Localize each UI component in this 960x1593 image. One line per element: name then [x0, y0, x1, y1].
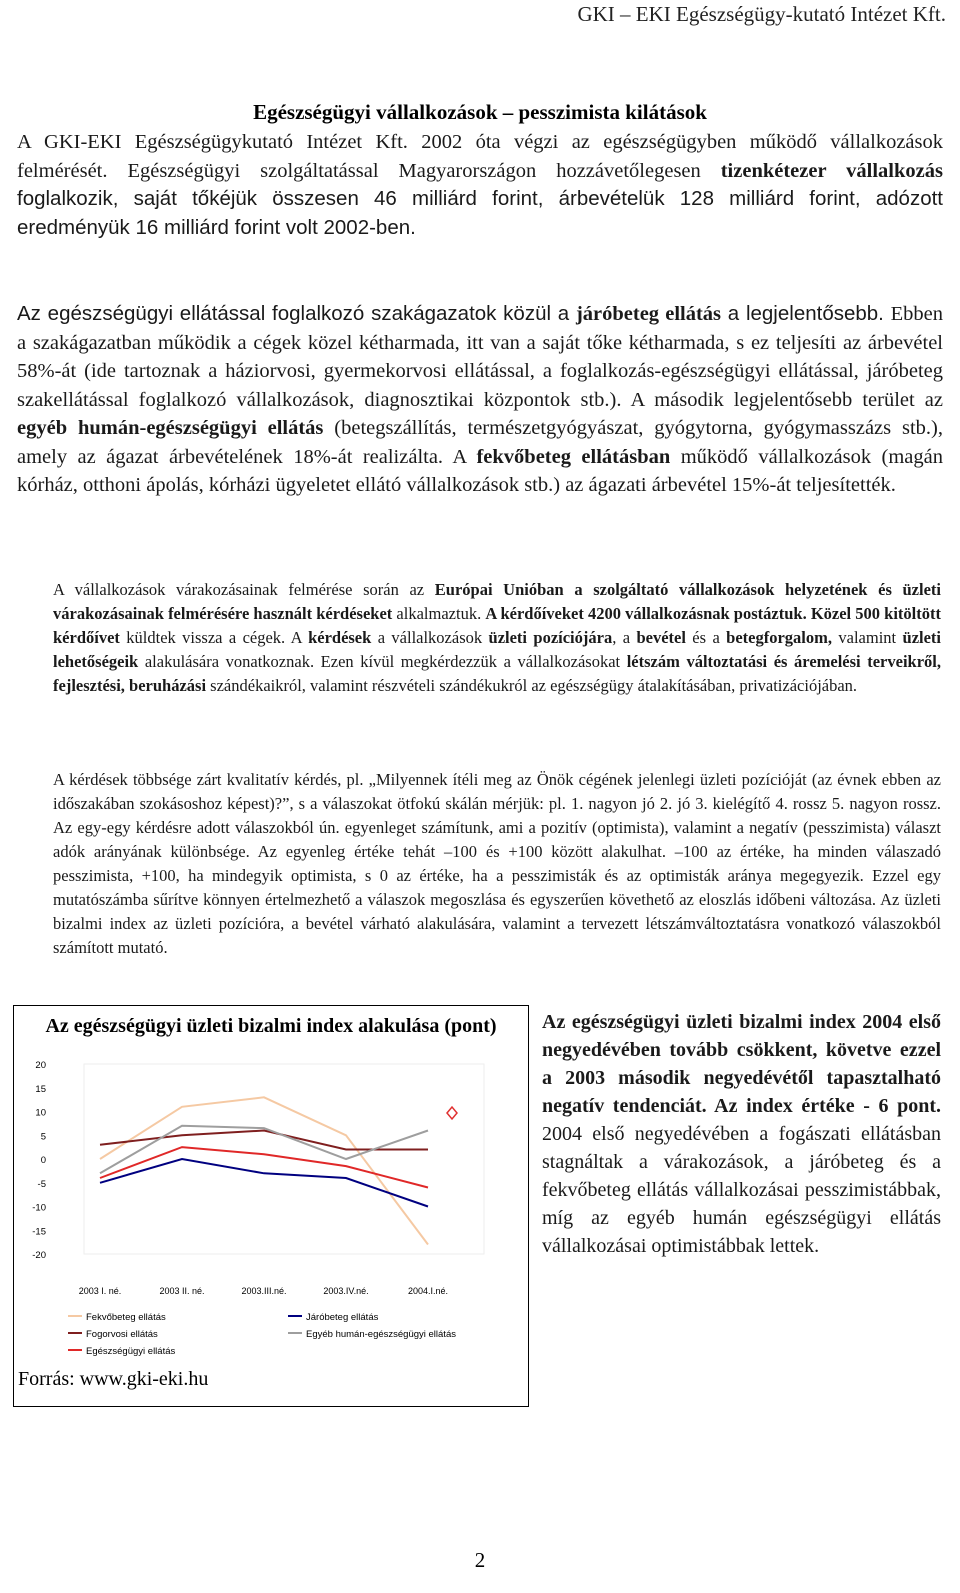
- p3-run-14: alakulására vonatkoznak. Ezen kívül megkérdezzük a vállalkozásokat: [138, 652, 627, 671]
- p2-run-4: egyéb humán-egészségügyi ellátás: [17, 417, 324, 439]
- legend-label: Egészségügyi ellátás: [86, 1346, 176, 1357]
- p3-run-10: és a: [685, 628, 727, 647]
- p2-run-6: fekvőbeteg ellátásban: [476, 445, 671, 468]
- p1-run-2: foglalkozik, saját tőkéjük összesen 46 milliárd forint, árbevételük 128 milliárd forint, adózott eredményük 16 milliárd forint volt 2002-ben.: [17, 187, 943, 239]
- intro-paragraph: [17, 128, 943, 242]
- y-tick-label: 15: [35, 1083, 46, 1095]
- x-tick-label: 2004.I.né.: [407, 1286, 449, 1296]
- y-tick-label: -10: [32, 1202, 46, 1214]
- sectors-paragraph: [17, 300, 943, 500]
- p2-run-2: a legjelentősebb.: [721, 302, 891, 325]
- legend-label: Fekvőbeteg ellátás: [86, 1312, 166, 1323]
- p3-run-13: üzleti lehetőségeik: [53, 628, 942, 671]
- p1-run-0: A GKI-EKI Egészségügykutató Intézet Kft. 2002 óta végzi az egészségügyben működő vállalkozások felmérését. Egészségügyi szolgáltatással Magyarországon hozzávetőlegesen: [17, 131, 943, 182]
- p3-run-12: valamint: [832, 628, 903, 647]
- p3-run-4: küldtek vissza a cégek. A: [119, 628, 309, 647]
- p3-run-3: A kérdőíveket 4200 vállalkozásnak postáztuk. Közel 500 kitöltött kérdőívet: [53, 604, 941, 647]
- y-tick-label: 0: [40, 1155, 46, 1166]
- p3-run-8: , a: [612, 628, 637, 647]
- x-tick-label: 2003.IV.né.: [323, 1286, 369, 1296]
- p3-run-5: kérdések: [308, 628, 372, 647]
- p1-run-1: tizenkétezer vállalkozás: [720, 159, 943, 182]
- p3-run-6: a vállalkozások: [371, 628, 489, 647]
- index-explanation-paragraph: A kérdések többsége zárt kvalitatív kérdés, pl. „Milyennek ítéli meg az Önök cégének jelenlegi üzleti pozícióját (az évnek ebben az időszakában szokásoshoz képest)?”, s a válaszokat ötfokú skálán mérjük: pl. 1. nagyon jó 2. jó 3. kielégítő 4. rossz 5. nagyon rossz. Az egy-egy kérdésre adott válaszokból ún. egyenleget számítunk, ami a pozitív (optimista), valamint a negatív (pesszimista) választ adók arányának különbsége. Az egyenleg értéke tehát –100 és +100 között alakulhat. –100 az értéke, ha minden válaszadó pesszimista, +100, ha mindegyik optimista, s 0 az értéke, ha a pesszimisták és az optimisták aránya megegyezik. Ezzel egy mutatószámba sűrítve könnyen értelmezhető a válaszok megoszlása és egyszerűen követhető az eloszlás időbeni változása. Az üzleti bizalmi index az üzleti pozícióra, a bevétel várható alakulására, valamint a tervezett létszámváltoztatásra vonatkozó válaszokból számított mutató.: [53, 770, 941, 957]
- p3-run-11: betegforgalom,: [726, 628, 832, 647]
- legend-label: Járóbeteg ellátás: [306, 1312, 379, 1323]
- running-header: GKI – EKI Egészségügy-kutató Intézet Kft.: [577, 2, 946, 26]
- p2-run-3: Ebben a szakágazatban működik a cégek közel kétharmada, itt van a saját tőke kétharmada, s ez teljesíti az árbevétel 58%-át (ide tartoznak a háziorvosi, gyermekorvosi ellátással, a foglalkozás-egészségügyi ellátással, járóbeteg szakellátással foglalkozó vállalkozások, diagnosztikai központok stb.). A második legjelentősebb terület az: [17, 303, 943, 411]
- chart-source: Forrás: www.gki-eki.hu: [18, 1368, 209, 1390]
- p3-run-15: létszám változtatási és áremelési terveikről, fejlesztési, beruházási: [53, 652, 941, 695]
- p2-run-1: járóbeteg ellátás: [575, 303, 722, 325]
- emblem-icon: [447, 1107, 457, 1119]
- methodology-paragraph: [53, 578, 941, 698]
- chart-canvas: [14, 1006, 528, 1406]
- p3-run-1: Európai Unióban a szolgáltató vállalkozások helyzetének és üzleti várakozásainak felmérésére használt kérdéseket: [53, 580, 941, 623]
- confidence-index-chart: [13, 1005, 529, 1407]
- series-line-4: [100, 1147, 428, 1187]
- p3-run-2: alkalmaztuk.: [392, 604, 486, 623]
- page-title: Egészségügyi vállalkozások – pesszimista kilátások: [253, 100, 707, 124]
- chart-commentary: [542, 1008, 941, 1260]
- side-run-1: 2004 első negyedévében a fogászati ellátásban stagnáltak a várakozások, a járóbeteg és a fekvőbeteg ellátás vállalkozásai pesszimistábbak, míg az egyéb humán egészségügyi ellátás vállalkozásai optimistábbak lettek.: [542, 1123, 941, 1257]
- legend-label: Egyéb humán-egészségügyi ellátás: [306, 1329, 456, 1340]
- y-tick-label: 5: [40, 1131, 46, 1143]
- x-tick-label: 2003 II. né.: [159, 1286, 205, 1296]
- chart-title: Az egészségügyi üzleti bizalmi index alakulása (pont): [45, 1015, 497, 1037]
- p3-run-16: szándékaikról, valamint részvételi szándékukról az egészségügy átalakításában, privatizációjában.: [206, 676, 858, 695]
- y-tick-label: -5: [37, 1178, 46, 1190]
- page-number: 2: [474, 1548, 486, 1572]
- p2-run-7: működő vállalkozások (magán kórház, otthoni ápolás, kórházi ügyeletet ellátó vállalkozások stb.) az ágazati árbevétel 15%-át teljesítették.: [17, 445, 943, 496]
- series-line-0: [100, 1097, 428, 1244]
- y-tick-label: -15: [32, 1226, 46, 1238]
- x-tick-label: 2003 I. né.: [78, 1286, 122, 1296]
- p3-run-9: bevétel: [636, 628, 686, 647]
- y-tick-label: -20: [32, 1250, 46, 1261]
- y-tick-label: 10: [35, 1107, 46, 1119]
- x-tick-label: 2003.III.né.: [241, 1286, 287, 1296]
- p3-run-7: üzleti pozíciójára: [488, 628, 613, 647]
- side-run-0: Az egészségügyi üzleti bizalmi index 2004 első negyedévében tovább csökkent, követve ezzel a 2003 második negyedévétől tapasztalható negatív tendenciát. Az index értéke - 6 pont.: [542, 1011, 941, 1117]
- series-line-1: [100, 1159, 428, 1207]
- p2-run-0: Az egészségügyi ellátással foglalkozó szakágazatok közül a: [17, 302, 576, 325]
- p3-run-0: A vállalkozások várakozásainak felmérése során az: [53, 580, 435, 599]
- p2-run-5: (betegszállítás, természetgyógyászat, gyógytorna, gyógymasszázs stb.), amely az ágazat árbevételének 18%-át realizálta. A: [17, 417, 943, 468]
- legend-label: Fogorvosi ellátás: [86, 1329, 158, 1340]
- plot-area: [84, 1064, 484, 1254]
- y-tick-label: 20: [35, 1060, 46, 1071]
